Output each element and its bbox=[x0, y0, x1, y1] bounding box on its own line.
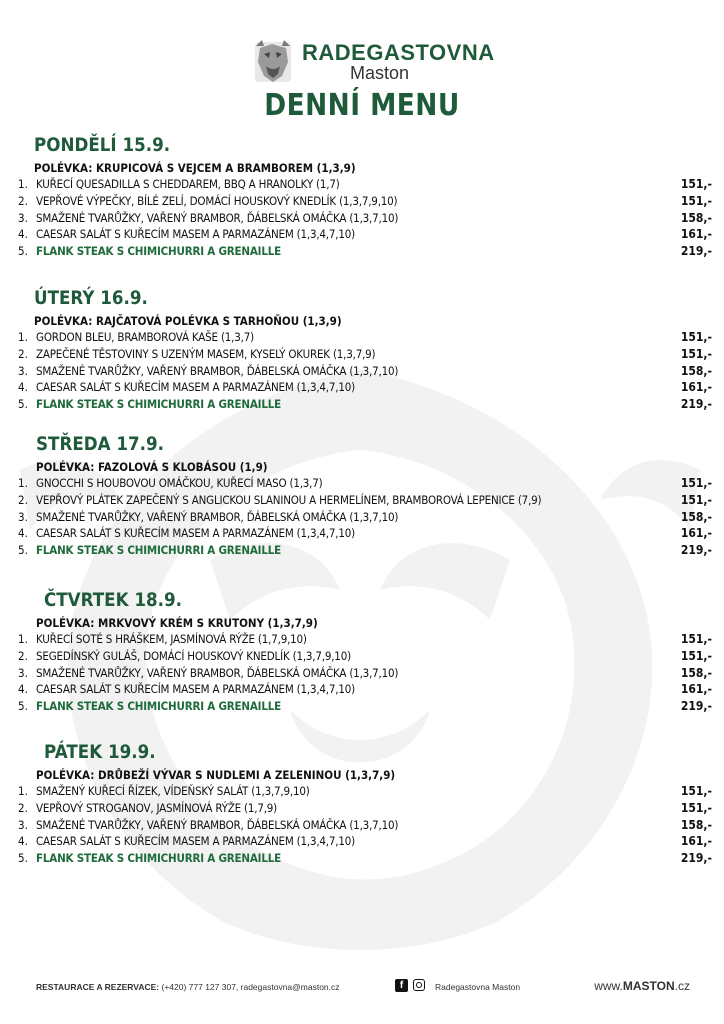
instagram-icon[interactable] bbox=[413, 979, 425, 991]
item-name: SMAŽENÉ TVARŮŽKY, VAŘENÝ BRAMBOR, ĎÁBELSKÁ OMÁČKA (1,3,7,10) bbox=[36, 817, 399, 832]
menu-item-list bbox=[0, 476, 724, 560]
item-name: VEPŘOVÉ VÝPEČKY, BÍLÉ ZELÍ, DOMÁCÍ HOUSKOVÝ KNEDLÍK (1,3,7,9,10) bbox=[36, 193, 398, 208]
day-heading: PÁTEK 19.9. bbox=[44, 741, 156, 763]
item-name: CAESAR SALÁT S KUŘECÍM MASEM A PARMAZÁNEM (1,3,4,7,10) bbox=[36, 682, 355, 697]
item-name: SEGEDÍNSKÝ GULÁŠ, DOMÁCÍ HOUSKOVÝ KNEDLÍK (1,3,7,9,10) bbox=[36, 648, 351, 663]
web-main: MASTON bbox=[622, 979, 675, 993]
item-number: 5. bbox=[18, 851, 28, 866]
item-number: 3. bbox=[18, 665, 28, 680]
menu-item bbox=[0, 666, 724, 683]
item-price: 158,- bbox=[680, 509, 712, 524]
facebook-icon[interactable]: f bbox=[395, 979, 408, 992]
menu-item bbox=[0, 543, 724, 560]
menu-item bbox=[0, 380, 724, 397]
menu-item bbox=[0, 510, 724, 527]
item-number: 5. bbox=[18, 397, 28, 412]
item-number: 4. bbox=[18, 682, 28, 697]
soup-line: POLÉVKA: MRKVOVÝ KRÉM S KRUTONY (1,3,7,9) bbox=[36, 616, 318, 630]
menu-item bbox=[0, 493, 724, 510]
menu-item bbox=[0, 194, 724, 211]
menu-item bbox=[0, 476, 724, 493]
item-name: GORDON BLEU, BRAMBOROVÁ KAŠE (1,3,7) bbox=[36, 330, 254, 344]
item-name: KUŘECÍ QUESADILLA S CHEDDAREM, BBQ A HRANOLKY (1,7) bbox=[36, 177, 340, 191]
item-name: SMAŽENÉ TVARŮŽKY, VAŘENÝ BRAMBOR, ĎÁBELSKÁ OMÁČKA (1,3,7,10) bbox=[36, 363, 399, 378]
item-number: 4. bbox=[18, 227, 28, 242]
page-title: DENNÍ MENU bbox=[264, 88, 460, 123]
day-heading: ÚTERÝ 16.9. bbox=[34, 287, 148, 309]
menu-item-list bbox=[0, 632, 724, 716]
item-number: 1. bbox=[18, 632, 28, 646]
item-price: 158,- bbox=[680, 210, 712, 225]
website-link[interactable] bbox=[594, 979, 690, 993]
item-name: FLANK STEAK S CHIMICHURRI A GRENAILLE bbox=[36, 699, 281, 714]
menu-item bbox=[0, 818, 724, 835]
menu-item bbox=[0, 397, 724, 414]
menu-item bbox=[0, 699, 724, 716]
social-name: Radegastovna Maston bbox=[435, 982, 521, 992]
item-price: 219,- bbox=[680, 397, 712, 412]
contact-value: (+420) 777 127 307, radegastovna@maston.cz bbox=[161, 982, 340, 992]
menu-item bbox=[0, 784, 724, 801]
item-name: VEPŘOVÝ STROGANOV, JASMÍNOVÁ RÝŽE (1,7,9) bbox=[36, 800, 277, 815]
item-name: FLANK STEAK S CHIMICHURRI A GRENAILLE bbox=[36, 244, 281, 259]
item-number: 2. bbox=[18, 346, 28, 361]
item-price: 151,- bbox=[680, 632, 712, 646]
web-suffix: .cz bbox=[674, 979, 690, 993]
item-price: 161,- bbox=[680, 526, 712, 541]
menu-item bbox=[0, 347, 724, 364]
menu-item bbox=[0, 526, 724, 543]
day-heading: STŘEDA 17.9. bbox=[36, 433, 164, 455]
menu-item-list bbox=[0, 330, 724, 414]
item-price: 151,- bbox=[680, 177, 712, 191]
menu-item bbox=[0, 834, 724, 851]
item-price: 151,- bbox=[680, 800, 712, 815]
menu-item bbox=[0, 244, 724, 261]
item-number: 1. bbox=[18, 784, 28, 798]
item-number: 3. bbox=[18, 509, 28, 524]
item-number: 3. bbox=[18, 210, 28, 225]
item-price: 151,- bbox=[680, 784, 712, 798]
brand-sub: Maston bbox=[350, 63, 410, 83]
brand-logo bbox=[252, 36, 495, 88]
item-number: 4. bbox=[18, 526, 28, 541]
menu-item bbox=[0, 227, 724, 244]
item-number: 1. bbox=[18, 177, 28, 191]
item-name: FLANK STEAK S CHIMICHURRI A GRENAILLE bbox=[36, 851, 281, 866]
item-price: 151,- bbox=[680, 648, 712, 663]
menu-item bbox=[0, 851, 724, 868]
menu-item bbox=[0, 801, 724, 818]
item-number: 5. bbox=[18, 699, 28, 714]
soup-line: POLÉVKA: RAJČATOVÁ POLÉVKA S TARHOŇOU (1,3,9) bbox=[34, 314, 342, 328]
item-price: 161,- bbox=[680, 380, 712, 395]
item-price: 151,- bbox=[680, 476, 712, 490]
menu-item bbox=[0, 211, 724, 228]
day-heading: PONDĚLÍ 15.9. bbox=[34, 134, 171, 156]
item-number: 5. bbox=[18, 543, 28, 558]
brand-name: RADEGASTOVNA bbox=[302, 40, 495, 65]
menu-item-list bbox=[0, 784, 724, 868]
item-name: KUŘECÍ SOTÉ S HRÁŠKEM, JASMÍNOVÁ RÝŽE (1,7,9,10) bbox=[36, 632, 307, 646]
menu-item bbox=[0, 177, 724, 194]
item-name: GNOCCHI S HOUBOVOU OMÁČKOU, KUŘECÍ MASO (1,3,7) bbox=[36, 476, 323, 490]
item-name: CAESAR SALÁT S KUŘECÍM MASEM A PARMAZÁNEM (1,3,4,7,10) bbox=[36, 227, 355, 242]
item-name: SMAŽENÝ KUŘECÍ ŘÍZEK, VÍDEŇSKÝ SALÁT (1,3,7,9,10) bbox=[36, 784, 310, 798]
item-price: 151,- bbox=[680, 492, 712, 507]
item-price: 161,- bbox=[680, 834, 712, 849]
item-price: 219,- bbox=[680, 851, 712, 866]
item-number: 2. bbox=[18, 193, 28, 208]
soup-line: POLÉVKA: FAZOLOVÁ S KLOBÁSOU (1,9) bbox=[36, 460, 268, 474]
item-price: 158,- bbox=[680, 363, 712, 378]
item-name: SMAŽENÉ TVARŮŽKY, VAŘENÝ BRAMBOR, ĎÁBELSKÁ OMÁČKA (1,3,7,10) bbox=[36, 509, 399, 524]
item-number: 3. bbox=[18, 817, 28, 832]
item-price: 161,- bbox=[680, 682, 712, 697]
item-number: 1. bbox=[18, 330, 28, 344]
item-number: 2. bbox=[18, 800, 28, 815]
item-number: 5. bbox=[18, 244, 28, 259]
item-price: 219,- bbox=[680, 699, 712, 714]
item-name: CAESAR SALÁT S KUŘECÍM MASEM A PARMAZÁNEM (1,3,4,7,10) bbox=[36, 380, 355, 395]
menu-item bbox=[0, 649, 724, 666]
item-price: 151,- bbox=[680, 346, 712, 361]
item-name: CAESAR SALÁT S KUŘECÍM MASEM A PARMAZÁNEM (1,3,4,7,10) bbox=[36, 834, 355, 849]
item-name: CAESAR SALÁT S KUŘECÍM MASEM A PARMAZÁNEM (1,3,4,7,10) bbox=[36, 526, 355, 541]
item-name: SMAŽENÉ TVARŮŽKY, VAŘENÝ BRAMBOR, ĎÁBELSKÁ OMÁČKA (1,3,7,10) bbox=[36, 210, 399, 225]
menu-item bbox=[0, 330, 724, 347]
item-number: 2. bbox=[18, 648, 28, 663]
item-price: 151,- bbox=[680, 330, 712, 344]
radegast-emblem-icon bbox=[252, 36, 294, 86]
contact-label: RESTAURACE A REZERVACE: bbox=[36, 982, 160, 992]
item-price: 158,- bbox=[680, 665, 712, 680]
item-number: 3. bbox=[18, 363, 28, 378]
item-price: 151,- bbox=[680, 193, 712, 208]
menu-item bbox=[0, 632, 724, 649]
menu-item-list bbox=[0, 177, 724, 261]
item-name: SMAŽENÉ TVARŮŽKY, VAŘENÝ BRAMBOR, ĎÁBELSKÁ OMÁČKA (1,3,7,10) bbox=[36, 665, 399, 680]
item-name: ZAPEČENÉ TĚSTOVINY S UZENÝM MASEM, KYSELÝ OKUREK (1,3,7,9) bbox=[36, 346, 376, 361]
item-number: 4. bbox=[18, 834, 28, 849]
footer bbox=[0, 978, 724, 998]
day-heading: ČTVRTEK 18.9. bbox=[44, 589, 182, 611]
soup-line: POLÉVKA: DRŮBEŽÍ VÝVAR S NUDLEMI A ZELENINOU (1,3,7,9) bbox=[36, 768, 396, 782]
item-price: 158,- bbox=[680, 817, 712, 832]
menu-item bbox=[0, 682, 724, 699]
item-price: 219,- bbox=[680, 244, 712, 259]
item-name: FLANK STEAK S CHIMICHURRI A GRENAILLE bbox=[36, 397, 281, 412]
item-number: 2. bbox=[18, 492, 28, 507]
menu-item bbox=[0, 364, 724, 381]
item-price: 219,- bbox=[680, 543, 712, 558]
item-name: FLANK STEAK S CHIMICHURRI A GRENAILLE bbox=[36, 543, 281, 558]
item-name: VEPŘOVÝ PLÁTEK ZAPEČENÝ S ANGLICKOU SLANINOU A HERMELÍNEM, BRAMBOROVÁ LEPENICE (7,9) bbox=[36, 492, 542, 507]
item-number: 1. bbox=[18, 476, 28, 490]
web-prefix: www. bbox=[594, 979, 623, 993]
item-number: 4. bbox=[18, 380, 28, 395]
footer-contact bbox=[36, 982, 340, 992]
item-price: 161,- bbox=[680, 227, 712, 242]
soup-line: POLÉVKA: KRUPICOVÁ S VEJCEM A BRAMBOREM (1,3,9) bbox=[34, 161, 356, 175]
